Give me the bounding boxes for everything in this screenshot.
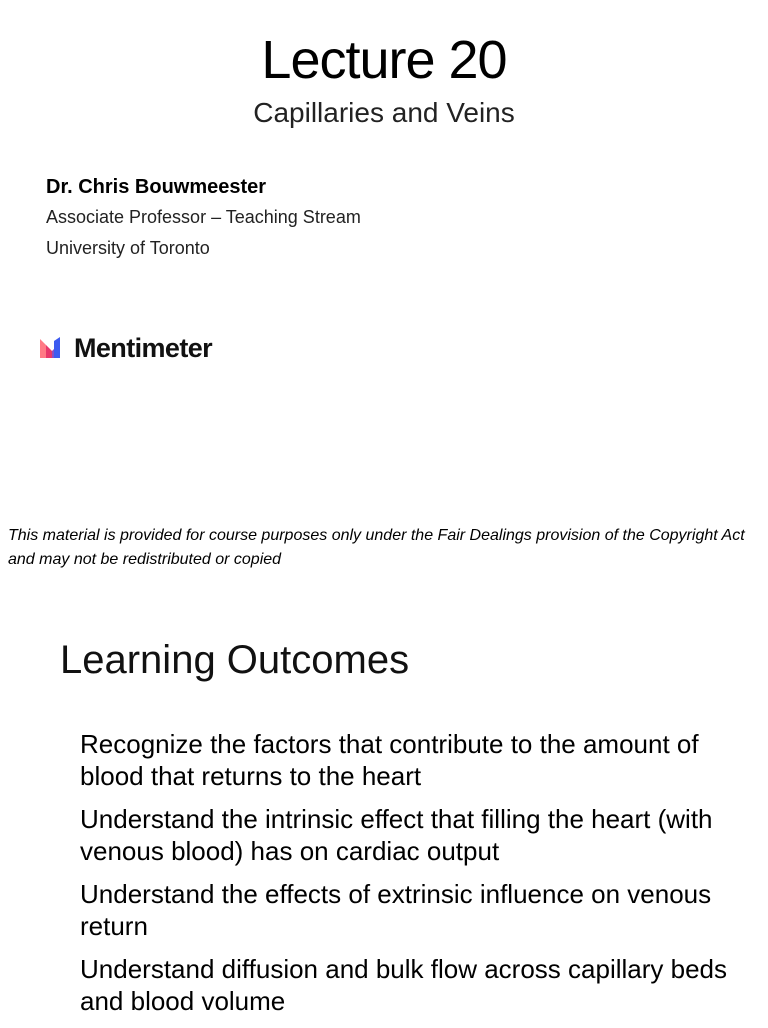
- mentimeter-wordmark: Mentimeter: [74, 332, 213, 363]
- lecture-subtitle: Capillaries and Veins: [253, 97, 515, 128]
- list-item: Understand diffusion and bulk flow across capillary beds and blood volume: [80, 954, 727, 1016]
- mentimeter-logo: [40, 330, 212, 366]
- copyright-disclaimer: This material is provided for course purposes only under the Fair Dealings provision of the Copyright Act and may not be redistributed or copied: [8, 527, 745, 568]
- presenter-name: Dr. Chris Bouwmeester: [46, 176, 267, 198]
- presenter-info: [46, 172, 361, 264]
- list-item: Understand the intrinsic effect that filling the heart (with venous blood) has on cardiac output: [80, 804, 713, 866]
- mentimeter-logo-icon: [40, 336, 64, 360]
- presenter-position: Associate Professor – Teaching Stream: [46, 207, 361, 227]
- lecture-title: Lecture 20: [261, 30, 507, 90]
- presenter-institution: University of Toronto: [46, 238, 210, 258]
- learning-outcomes-list: [80, 728, 760, 1028]
- learning-outcomes-slide: [0, 600, 768, 1024]
- list-item: Recognize the factors that contribute to the amount of blood that returns to the heart: [80, 729, 699, 791]
- list-item: Understand the effects of extrinsic influence on venous return: [80, 879, 712, 941]
- learning-outcomes-title: Learning Outcomes: [60, 638, 410, 682]
